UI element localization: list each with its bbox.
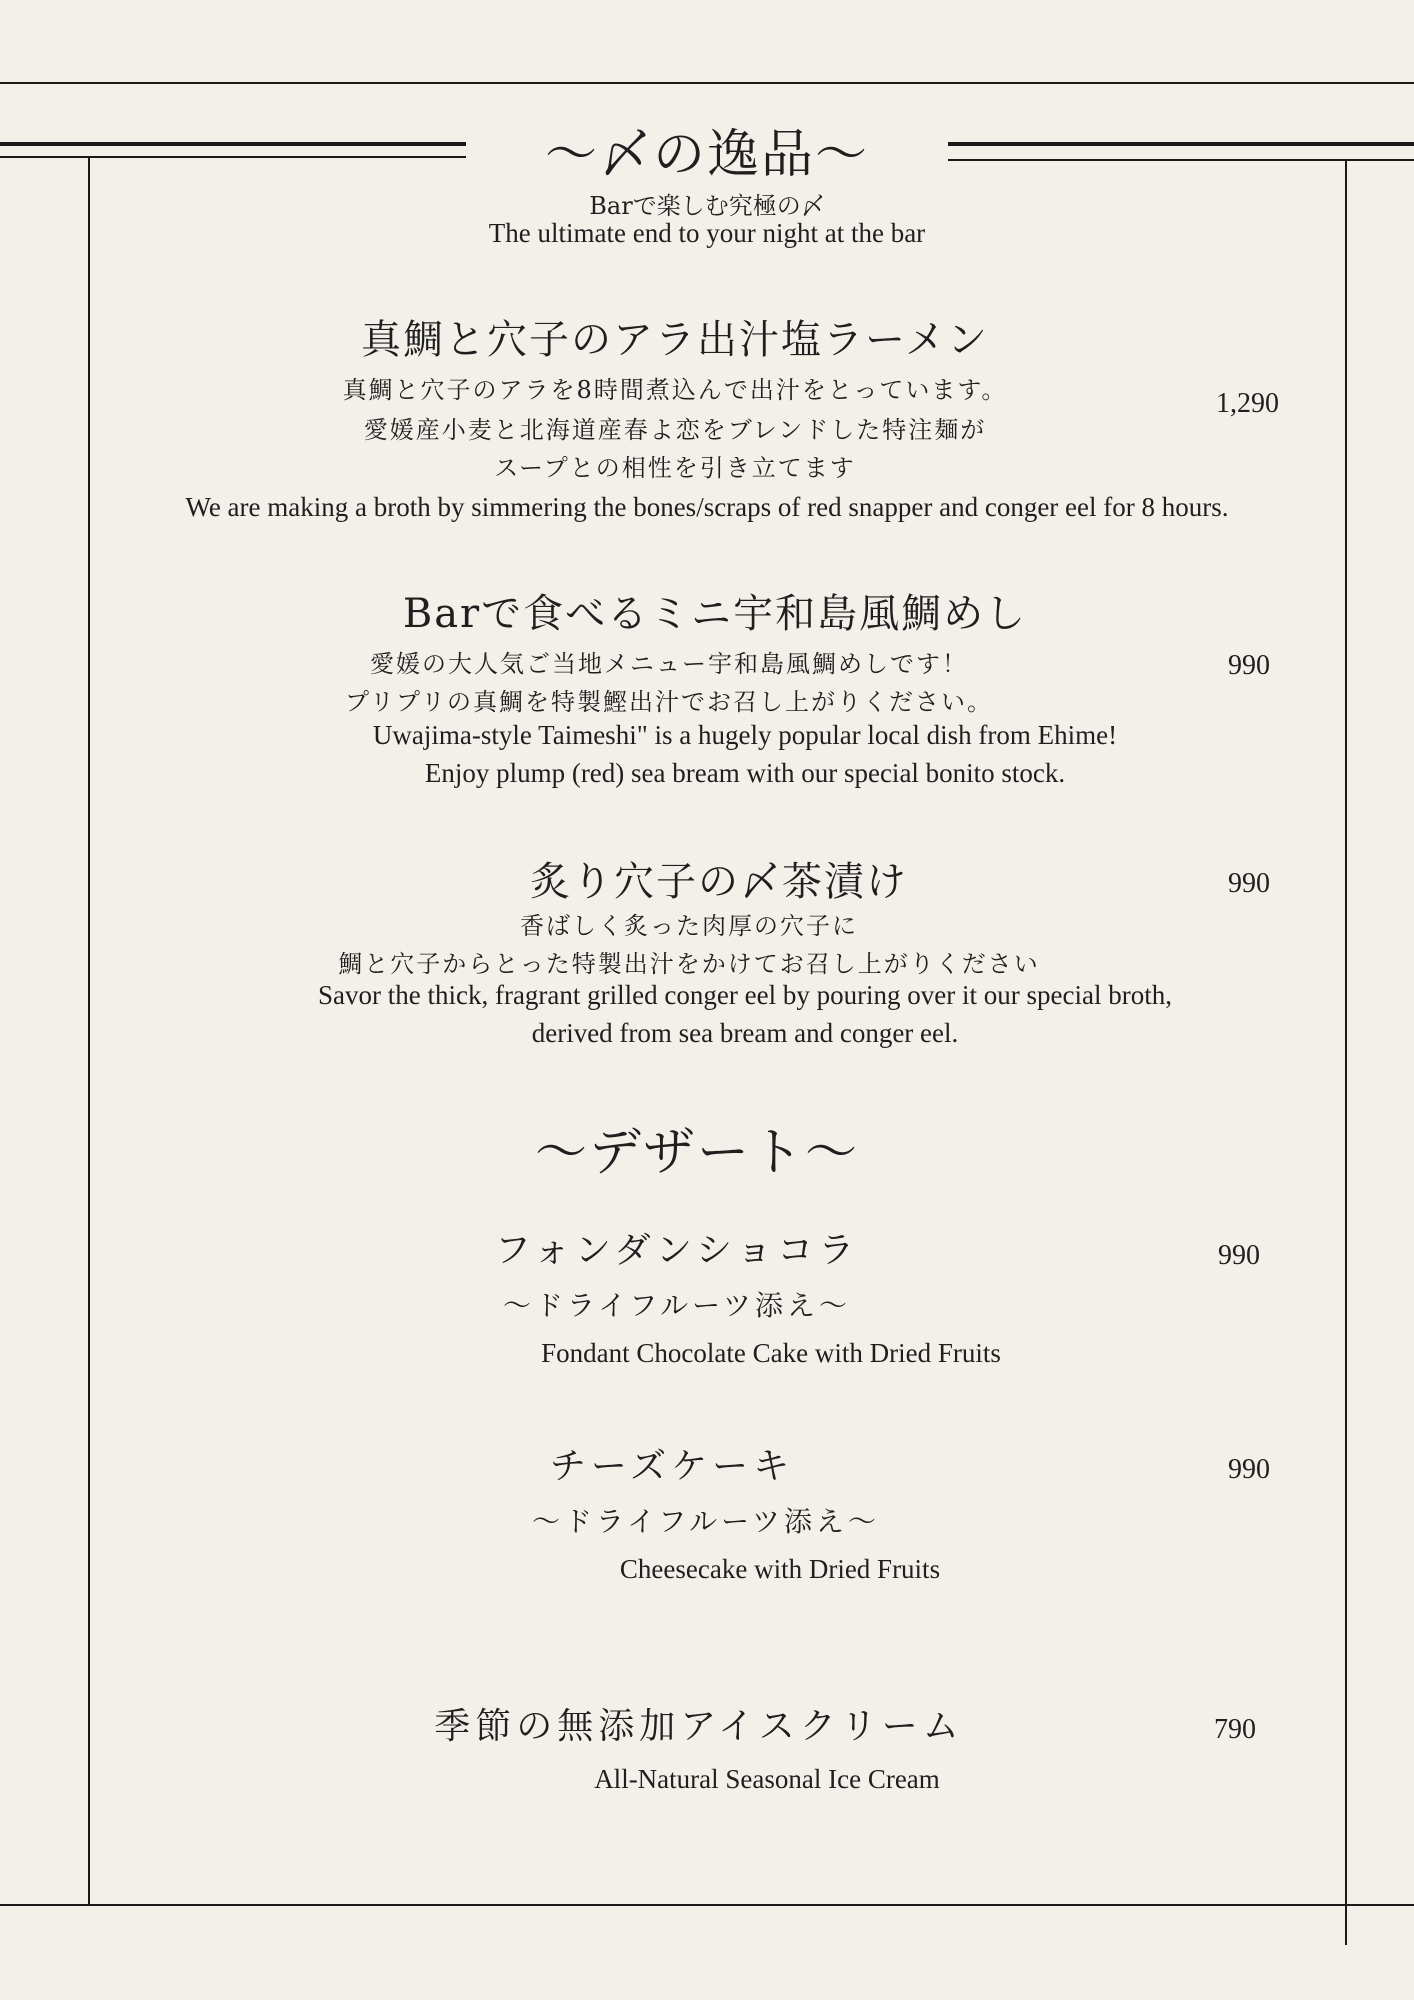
bottom-border-line — [0, 1904, 1414, 1906]
dish-price: 1,290 — [1216, 388, 1279, 419]
dish-desc-en-line: We are making a broth by simmering the bones/scraps of red snapper and conger eel for 8 hours. — [185, 492, 1229, 522]
dish-desc-en-line: Savor the thick, fragrant grilled conger eel by pouring over it our special broth, — [318, 980, 1172, 1010]
dish-desc-jp-line: 愛媛産小麦と北海道産春よ恋をブレンドした特注麺が — [363, 416, 987, 444]
dish-price: 990 — [1228, 650, 1270, 681]
dish-desc-en-line: Uwajima-style Taimeshi" is a hugely popular local dish from Ehime! — [372, 720, 1118, 750]
dessert-name-en: Cheesecake with Dried Fruits — [619, 1554, 941, 1584]
dish-desc-en-line: derived from sea bream and conger eel. — [531, 1018, 959, 1048]
dish-desc-jp-line: 真鯛と穴子のアラを8時間煮込んで出汁をとっています。 — [342, 376, 1008, 404]
dessert-name-ice-cream: 季節の無添加アイスクリーム — [434, 1706, 964, 1747]
dish-desc-jp-line: スープとの相性を引き立てます — [494, 454, 856, 482]
dish-name-chazuke: 炙り穴子の〆茶漬け — [530, 859, 908, 905]
dessert-name-en: All-Natural Seasonal Ice Cream — [594, 1764, 940, 1794]
dessert-name-cheesecake: チーズケーキ — [549, 1446, 795, 1487]
dessert-name-en: Fondant Chocolate Cake with Dried Fruits — [541, 1338, 1001, 1368]
dish-desc-jp-line: プリプリの真鯛を特製鰹出汁でお召し上がりください。 — [344, 688, 994, 716]
dish-desc-en-line: Enjoy plump (red) sea bream with our special bonito stock. — [424, 758, 1066, 788]
dish-desc-jp-line: 鯛と穴子からとった特製出汁をかけてお召し上がりください — [338, 950, 1040, 978]
dish-name-ramen: 真鯛と穴子のアラ出汁塩ラーメン — [361, 317, 989, 363]
dish-price: 990 — [1228, 868, 1270, 899]
dessert-price: 790 — [1214, 1714, 1256, 1745]
section-title-dessert: 〜デザート〜 — [534, 1123, 859, 1183]
section-subtitle-en: The ultimate end to your night at the bar — [488, 218, 926, 248]
section-title-shime: 〜〆の逸品〜 — [544, 125, 869, 185]
dessert-garnish: 〜ドライフルーツ添え〜 — [531, 1505, 881, 1538]
dish-desc-jp-line: 香ばしく炙った肉厚の穴子に — [520, 912, 858, 940]
dessert-price: 990 — [1228, 1454, 1270, 1485]
top-border-line — [0, 82, 1414, 84]
dessert-name-fondant: フォンダンショコラ — [494, 1230, 860, 1271]
dish-name-taimeshi: Barで食べるミニ宇和島風鯛めし — [402, 591, 1028, 637]
dessert-price: 990 — [1218, 1240, 1260, 1271]
section-subtitle-jp: Barで楽しむ究極の〆 — [589, 192, 825, 220]
dish-desc-jp-line: 愛媛の大人気ご当地メニュー宇和島風鯛めしです！ — [370, 650, 968, 678]
dessert-garnish: 〜ドライフルーツ添え〜 — [502, 1289, 852, 1322]
